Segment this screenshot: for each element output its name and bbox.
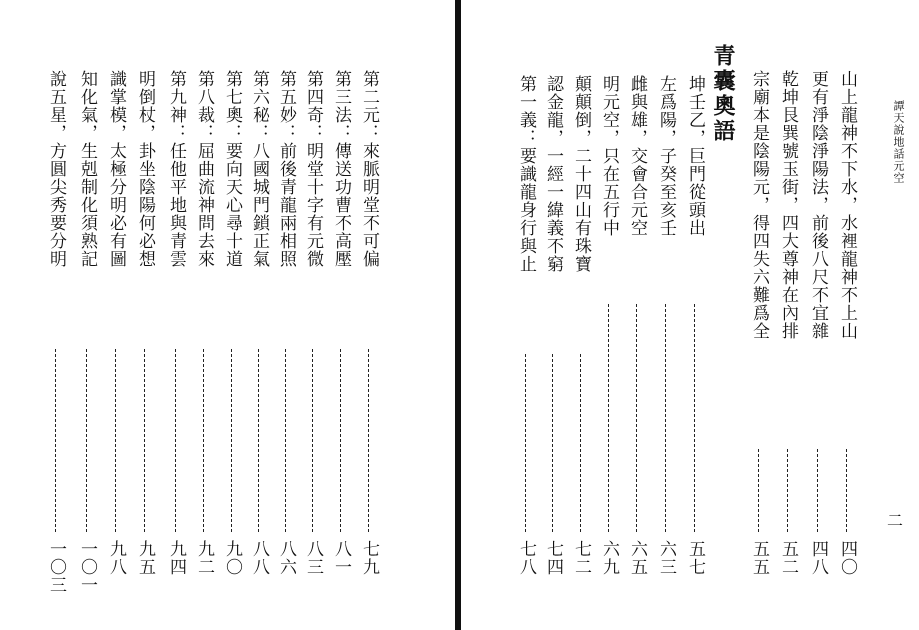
- toc-entry-page: 七二: [571, 540, 591, 576]
- toc-entry-title: 知化氣，生剋制化須熟記: [77, 70, 97, 268]
- page-number: 二: [886, 511, 903, 530]
- toc-leader-line: [340, 349, 341, 532]
- toc-leader-line: [525, 354, 526, 532]
- toc-entry-page: 九四: [166, 540, 186, 576]
- toc-leader-line: [231, 349, 232, 532]
- toc-entry: [192, 0, 216, 630]
- toc-entry: [220, 0, 244, 630]
- toc-entry-page: 一〇一: [77, 540, 97, 594]
- toc-entry-title: 識掌模，太極分明必有圖: [106, 70, 126, 268]
- toc-entry: [569, 0, 593, 630]
- toc-entry: [541, 0, 565, 630]
- toc-entry: [247, 0, 271, 630]
- toc-leader-line: [758, 449, 759, 532]
- toc-entry: [329, 0, 353, 630]
- toc-leader-line: [86, 349, 87, 532]
- toc-entry-title: 乾坤艮巽號玉街，四大尊神在內排: [778, 70, 798, 340]
- toc-entry-title: 第三法：傳送功曹不高壓: [331, 70, 351, 268]
- toc-entry-page: 八三: [303, 540, 323, 576]
- toc-entry: [104, 0, 128, 630]
- toc-entry-page: 一〇三: [46, 540, 66, 594]
- toc-leader-line: [694, 304, 695, 532]
- toc-entry: [806, 0, 830, 630]
- toc-entry-page: 五七: [685, 540, 705, 576]
- toc-leader-line: [846, 449, 847, 532]
- toc-leader-line: [312, 349, 313, 532]
- running-head: 譚天說地話元空: [892, 100, 905, 184]
- toc-entry: [44, 0, 68, 630]
- toc-entry-title: 坤壬乙，巨門從頭出: [685, 75, 705, 237]
- toc-entry-title: 第一義：要識龍身行與止: [516, 75, 536, 273]
- section-heading: 青囊奧語: [710, 44, 736, 144]
- toc-entry: [164, 0, 188, 630]
- toc-entry-title: 左爲陽，子癸至亥壬: [656, 75, 676, 237]
- toc-entry: [301, 0, 325, 630]
- toc-entry: [274, 0, 298, 630]
- toc-leader-line: [55, 349, 56, 532]
- toc-entry-page: 四〇: [837, 540, 857, 576]
- toc-leader-line: [285, 349, 286, 532]
- toc-entry: [357, 0, 381, 630]
- toc-entry-page: 九八: [106, 540, 126, 576]
- toc-entry-title: 第六秘：八國城門鎖正氣: [249, 70, 269, 268]
- toc-entry-page: 六五: [627, 540, 647, 576]
- toc-entry-page: 七八: [516, 540, 536, 576]
- toc-leader-line: [368, 349, 369, 532]
- toc-entry: [654, 0, 678, 630]
- toc-leader-line: [115, 349, 116, 532]
- toc-leader-line: [787, 449, 788, 532]
- toc-entry: [75, 0, 99, 630]
- toc-entry-page: 六三: [656, 540, 676, 576]
- toc-entry-title: 第八裁：屈曲流神問去來: [194, 70, 214, 268]
- toc-entry-page: 八六: [276, 540, 296, 576]
- toc-entry-title: 第九神：任他平地與青雲: [166, 70, 186, 268]
- toc-leader-line: [203, 349, 204, 532]
- toc-entry-title: 第四奇：明堂十字有元微: [303, 70, 323, 268]
- toc-entry-page: 五二: [778, 540, 798, 576]
- toc-entry: [776, 0, 800, 630]
- toc-entry-title: 明倒杖，卦坐陰陽何必想: [135, 70, 155, 268]
- toc-leader-line: [636, 304, 637, 532]
- toc-leader-line: [175, 349, 176, 532]
- toc-entry-title: 認金龍，一經一緯義不窮: [543, 75, 563, 273]
- toc-leader-line: [817, 449, 818, 532]
- toc-entry-page: 五五: [749, 540, 769, 576]
- toc-entry-title: 說五星，方圓尖秀要分明: [46, 70, 66, 268]
- toc-entry-page: 九二: [194, 540, 214, 576]
- toc-entry-page: 七九: [359, 540, 379, 576]
- toc-leader-line: [608, 304, 609, 532]
- toc-entry: [597, 0, 621, 630]
- toc-entry-page: 六九: [599, 540, 619, 576]
- toc-leader-line: [665, 304, 666, 532]
- toc-entry-title: 宗廟本是陰陽元，得四失六難爲全: [749, 70, 769, 340]
- toc-entry-page: 八八: [249, 540, 269, 576]
- toc-entry: [514, 0, 538, 630]
- toc-entry-title: 雌與雄，交會合元空: [627, 75, 647, 237]
- toc-leader-line: [552, 354, 553, 532]
- toc-entry: [625, 0, 649, 630]
- toc-entry-page: 九〇: [222, 540, 242, 576]
- toc-entry-title: 第二元：來脈明堂不可偏: [359, 70, 379, 268]
- toc-entry-title: 第五妙：前後青龍兩相照: [276, 70, 296, 268]
- toc-leader-line: [144, 349, 145, 532]
- toc-entry-page: 七四: [543, 540, 563, 576]
- toc-entry-page: 八一: [331, 540, 351, 576]
- toc-entry-title: 明元空，只在五行中: [599, 75, 619, 237]
- toc-leader-line: [580, 354, 581, 532]
- toc-entry-title: 山上龍神不下水，水裡龍神不上山: [837, 70, 857, 340]
- toc-entry-title: 更有淨陰淨陽法，前後八尺不宜雜: [808, 70, 828, 340]
- toc-entry: [133, 0, 157, 630]
- toc-entry-title: 第七奧：要向天心尋十道: [222, 70, 242, 268]
- toc-entry-page: 九五: [135, 540, 155, 576]
- toc-leader-line: [258, 349, 259, 532]
- toc-entry-page: 四八: [808, 540, 828, 576]
- toc-entry-title: 顛顛倒，二十四山有珠寶: [571, 75, 591, 273]
- toc-entry: [683, 0, 707, 630]
- toc-entry: [747, 0, 771, 630]
- toc-entry: [835, 0, 859, 630]
